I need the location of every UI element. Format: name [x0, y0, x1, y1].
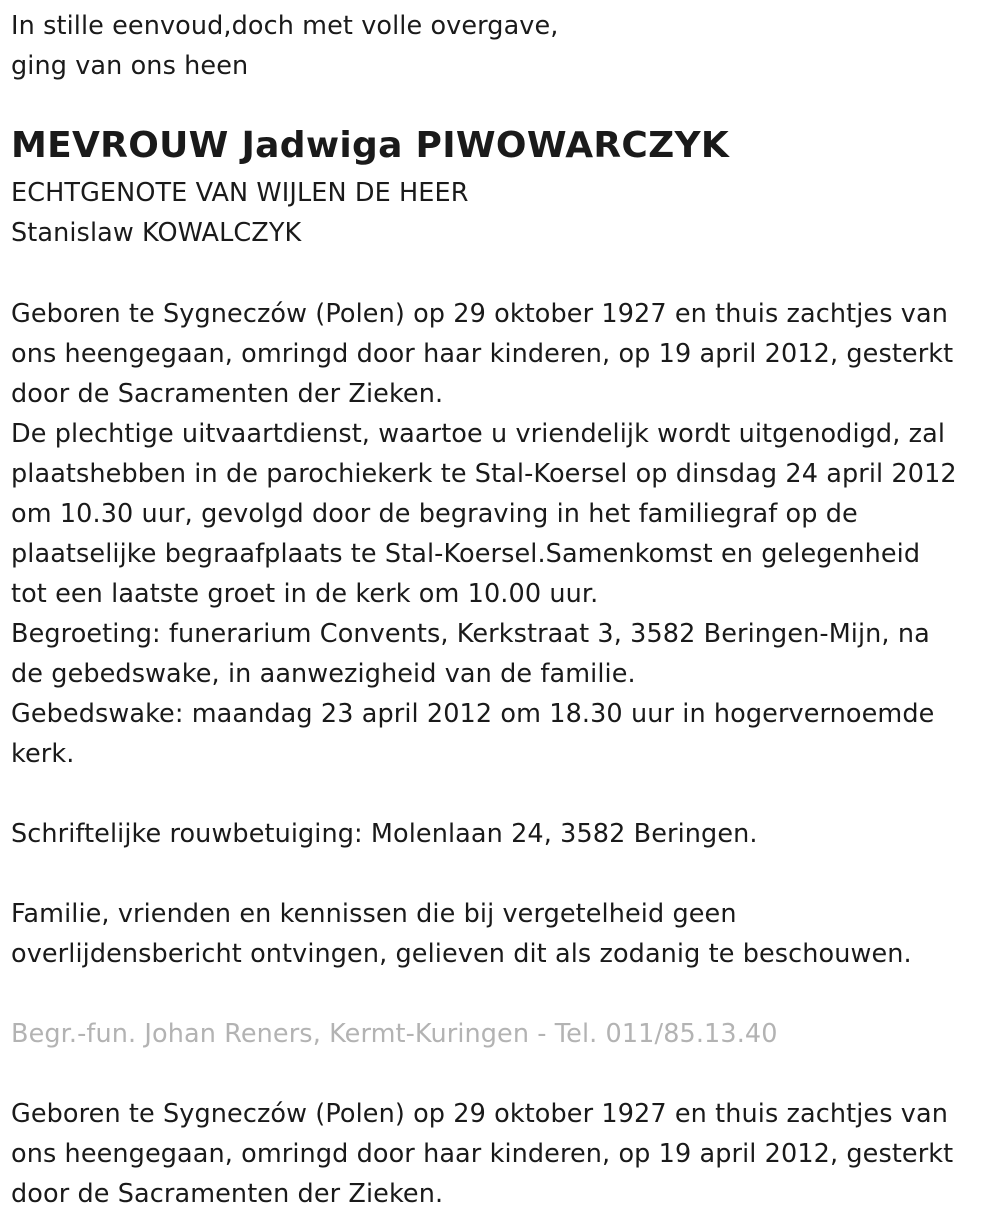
notice-line: overlijdensbericht ontvingen, gelieven dit als zodanig te beschouwen.	[11, 939, 912, 969]
details-paragraph	[11, 294, 957, 774]
details-line: kerk.	[11, 739, 75, 769]
details-line: Gebedswake: maandag 23 april 2012 om 18.30 uur in hogervernoemde	[11, 699, 935, 729]
repeat-line: door de Sacramenten der Zieken.	[11, 1179, 444, 1209]
details-line: plaatshebben in de parochiekerk te Stal-Koersel op dinsdag 24 april 2012	[11, 459, 957, 489]
details-line: om 10.30 uur, gevolgd door de begraving in het familiegraf op de	[11, 499, 858, 529]
intro-text	[11, 6, 558, 86]
details-line: de gebedswake, in aanwezigheid van de familie.	[11, 659, 636, 689]
spouse-line: ECHTGENOTE VAN WIJLEN DE HEER	[11, 178, 469, 208]
repeat-paragraph	[11, 1094, 953, 1214]
spouse-text	[11, 173, 469, 253]
repeat-line: ons heengegaan, omringd door haar kinderen, op 19 april 2012, gesterkt	[11, 1139, 954, 1169]
funeral-home-credit	[11, 1014, 778, 1054]
repeat-line: Geboren te Sygneczów (Polen) op 29 oktober 1927 en thuis zachtjes van	[11, 1099, 948, 1129]
notice-paragraph	[11, 894, 912, 974]
deceased-name: MEVROUW Jadwiga PIWOWARCZYK	[11, 125, 730, 166]
notice-line: Familie, vrienden en kennissen die bij vergetelheid geen	[11, 899, 737, 929]
details-line: Geboren te Sygneczów (Polen) op 29 oktober 1927 en thuis zachtjes van	[11, 299, 948, 329]
details-line: tot een laatste groet in de kerk om 10.00 uur.	[11, 579, 599, 609]
details-line: plaatselijke begraafplaats te Stal-Koersel.Samenkomst en gelegenheid	[11, 539, 921, 569]
details-line: ons heengegaan, omringd door haar kinderen, op 19 april 2012, gesterkt	[11, 339, 954, 369]
intro-line: In stille eenvoud,doch met volle overgave,	[11, 11, 559, 41]
details-line: Begroeting: funerarium Convents, Kerkstraat 3, 3582 Beringen-Mijn, na	[11, 619, 930, 649]
spouse-line: Stanislaw KOWALCZYK	[11, 218, 302, 248]
funeral-home-line: Begr.-fun. Johan Reners, Kermt-Kuringen - Tel. 011/85.13.40	[11, 1019, 778, 1049]
details-line: door de Sacramenten der Zieken.	[11, 379, 444, 409]
details-line: De plechtige uitvaartdienst, waartoe u vriendelijk wordt uitgenodigd, zal	[11, 419, 946, 449]
condolence-line: Schriftelijke rouwbetuiging: Molenlaan 24, 3582 Beringen.	[11, 819, 758, 849]
condolence-address	[11, 814, 758, 854]
intro-line: ging van ons heen	[11, 51, 249, 81]
